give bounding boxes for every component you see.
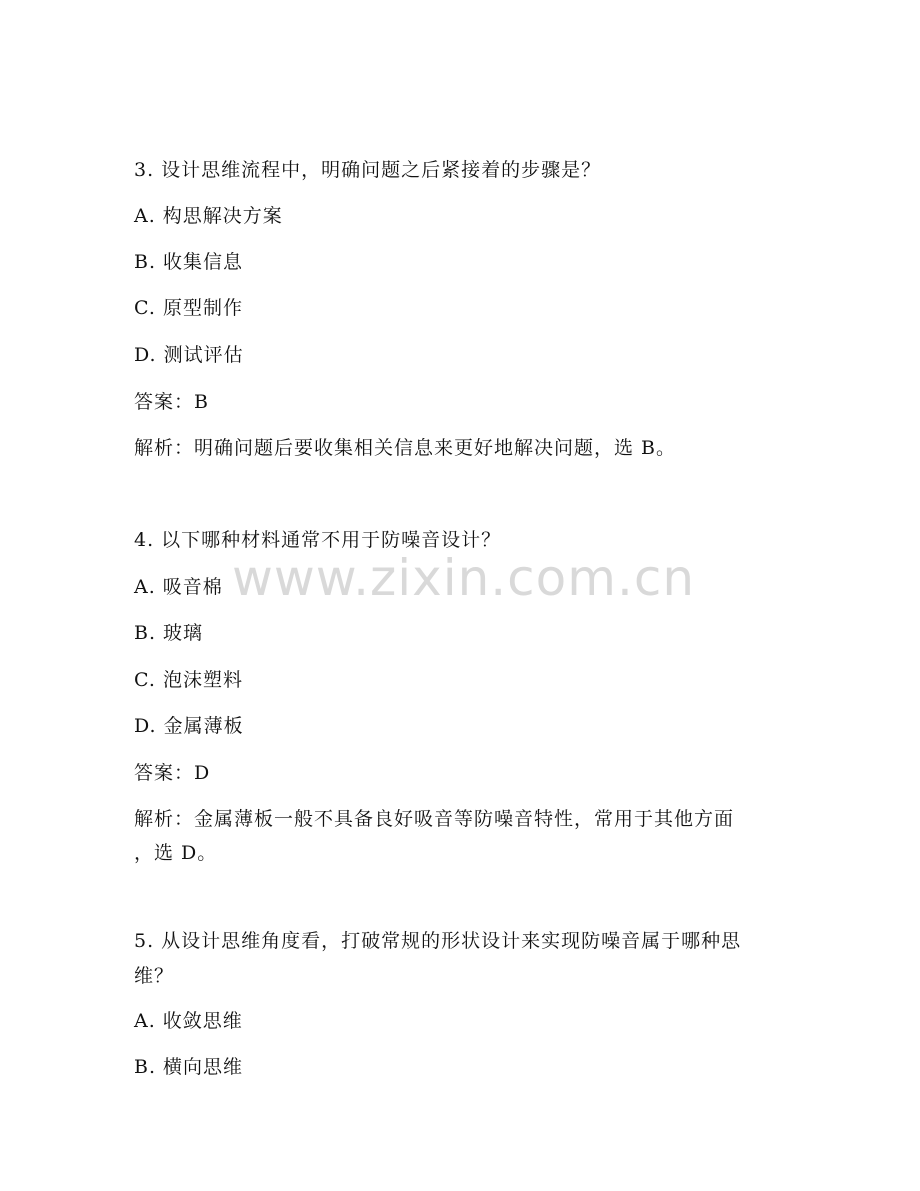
question-4-answer: 答案：D	[134, 762, 211, 784]
question-5-text-line-2: 维？	[134, 965, 175, 987]
question-4-analysis-line-1: 解析：金属薄板一般不具备良好吸音等防噪音特性，常用于其他方面	[134, 808, 735, 830]
question-4-option-b: B. 玻璃	[134, 622, 204, 644]
question-3-analysis: 解析：明确问题后要收集相关信息来更好地解决问题，选 B。	[134, 437, 677, 459]
question-3-text: 3. 设计思维流程中，明确问题之后紧接着的步骤是？	[134, 159, 602, 181]
question-5-option-a: A. 收敛思维	[134, 1010, 243, 1032]
question-3-option-c: C. 原型制作	[134, 297, 243, 319]
question-3-option-a: A. 构思解决方案	[134, 205, 283, 227]
question-4-analysis-line-2: ，选 D。	[134, 842, 218, 864]
question-3-option-b: B. 收集信息	[134, 251, 244, 273]
question-4-option-a: A. 吸音棉	[134, 576, 223, 598]
question-4-option-c: C. 泡沫塑料	[134, 669, 243, 691]
question-5-option-b: B. 横向思维	[134, 1056, 244, 1078]
question-3-answer: 答案：B	[134, 391, 209, 413]
question-3-option-d: D. 测试评估	[134, 344, 244, 366]
watermark: www.zixin.com.cn	[232, 549, 696, 607]
question-5-text-line-1: 5. 从设计思维角度看，打破常规的形状设计来实现防噪音属于哪种思	[134, 930, 742, 952]
question-4-text: 4. 以下哪种材料通常不用于防噪音设计？	[134, 529, 502, 551]
question-4-option-d: D. 金属薄板	[134, 715, 244, 737]
